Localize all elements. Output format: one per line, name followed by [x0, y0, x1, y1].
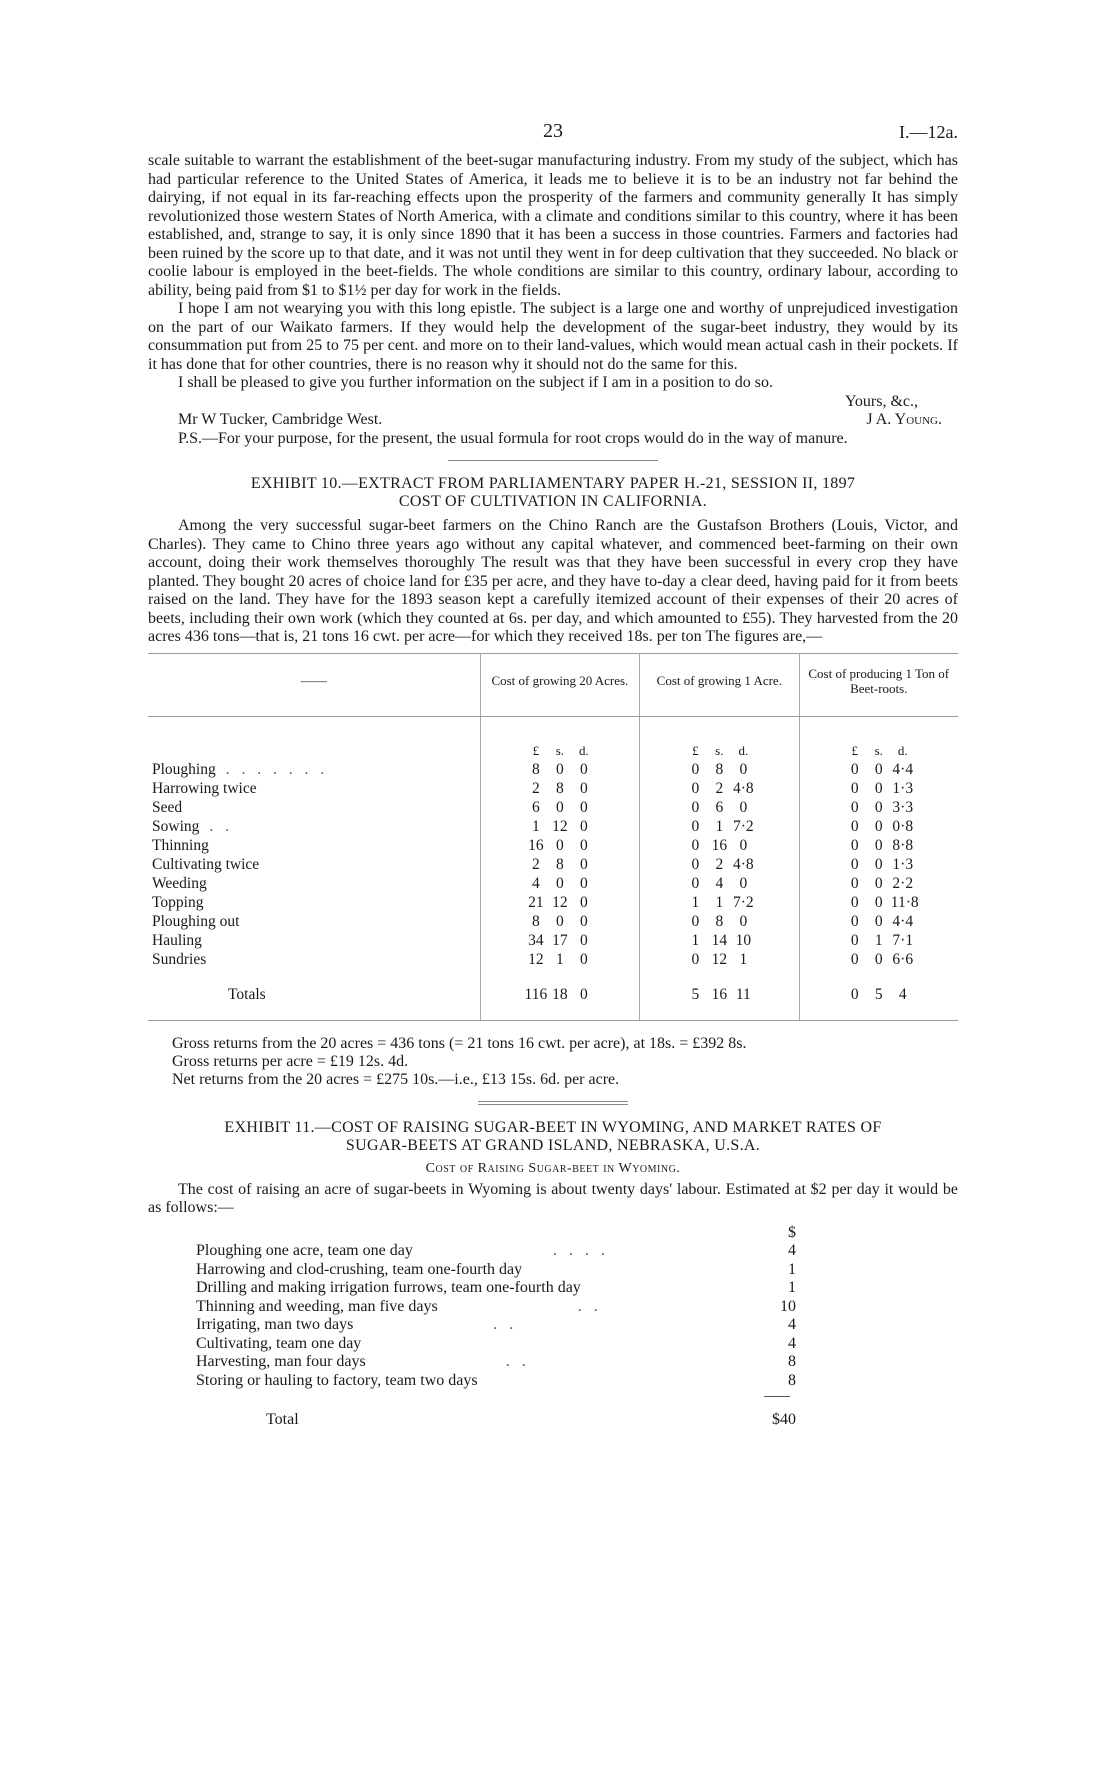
total-per-ton: 0 [850, 985, 859, 1003]
row-label: Ploughing [152, 760, 216, 778]
item-label: Thinning and weeding, man five days [196, 1297, 438, 1315]
list-item [196, 1353, 796, 1372]
cost-20-acres: 0 [556, 836, 564, 854]
row-label: Ploughing out [152, 912, 240, 930]
cost-1-acre: 0 [691, 836, 700, 854]
cost-1-acre: 0 [691, 874, 700, 892]
cost-1-acre: 14 [711, 931, 728, 949]
exhibit-title-line: EXHIBIT 11.—COST OF RAISING SUGAR-BEET IN WYOMING, AND MARKET RATES OF [224, 1118, 882, 1136]
cost-per-ton: 0 [850, 760, 859, 778]
returns-summary [172, 1035, 958, 1089]
item-label: Harrowing and clod-crushing, team one-fourth day [196, 1260, 523, 1278]
cost-20-acres: 8 [532, 760, 540, 778]
cost-20-acres: 12 [552, 893, 568, 911]
row-label: Sundries [152, 950, 207, 968]
cost-per-ton: 2·2 [892, 874, 914, 892]
returns-line: Gross returns from the 20 acres = 436 tons (= 21 tons 16 cwt. per acre), at 18s. = £392 8s. [172, 1034, 747, 1052]
totals-row [148, 969, 958, 1021]
document-reference: I.—12a. [899, 122, 958, 142]
cost-1-acre: 4·8 [732, 855, 754, 873]
leader-dots: . . . . . . . [225, 760, 329, 778]
cost-1-acre: 0 [739, 798, 748, 816]
cost-20-acres: 0 [580, 874, 588, 892]
item-amount: 8 [788, 1371, 796, 1389]
item-amount: 8 [788, 1353, 796, 1370]
item-amount: 1 [788, 1260, 796, 1278]
cost-per-ton: 0 [874, 836, 883, 854]
cost-20-acres: 0 [556, 912, 564, 930]
cost-20-acres: 0 [580, 912, 588, 930]
letter-paragraph: scale suitable to warrant the establishment of the beet-sugar manufacturing industry. From my study of the subject, which has had particular reference to the United States of America, it leads me to believe it is to be an industry not far behind the dairying, if not equal in its far-reaching effects upon the prosperity of the farmers and community generally It has simply revolutionized those western States of North America, with a climate and conditions similar to this country, where it has been established, and, strange to say, it is only since 1890 that it has been a success in those countries. Farmers and factories had been ruined by the score up to that date, and it was not until they went in for deep cultivation that they succeeded. No black or coolie labour is employed in the beet-fields. The whole conditions are similar to this country, ordinary labour, according to ability, being paid from $1 to $1½ per day for work in the fields. [148, 152, 958, 299]
row-label: Topping [152, 893, 204, 911]
cost-per-ton: 3·3 [892, 798, 914, 816]
total-1-acre: 5 [691, 985, 700, 1003]
wyoming-total [196, 1396, 796, 1430]
cost-1-acre: 0 [691, 779, 700, 797]
cost-per-ton: 0 [874, 855, 883, 873]
leader-dots: . . . . [552, 1242, 609, 1259]
total-20-acres: 0 [580, 985, 588, 1003]
unit-pounds: £ [692, 742, 699, 758]
cost-20-acres: 12 [528, 950, 544, 968]
letter-postscript: P.S.—For your purpose, for the present, the usual formula for root crops would do in the way of manure. [178, 429, 848, 447]
cost-1-acre: 16 [711, 836, 728, 854]
item-amount: 4 [788, 1316, 796, 1333]
unit-shillings: s. [874, 742, 883, 758]
table-row [148, 817, 958, 836]
cost-1-acre: 0 [691, 760, 700, 778]
letter-section [148, 152, 958, 448]
cost-per-ton: 1·3 [892, 779, 914, 797]
total-1-acre: 16 [711, 985, 728, 1003]
cost-20-acres: 0 [580, 950, 588, 968]
cost-1-acre: 0 [691, 855, 700, 873]
table-row [148, 874, 958, 893]
cost-per-ton: 1·3 [892, 855, 914, 873]
cost-per-ton: 11·8 [890, 893, 919, 911]
table-row [148, 931, 958, 950]
cost-1-acre: 0 [691, 817, 700, 835]
list-item [196, 1316, 796, 1335]
cost-per-ton: 1 [874, 931, 883, 949]
cost-1-acre: 0 [691, 798, 700, 816]
cost-20-acres: 0 [556, 760, 564, 778]
cost-1-acre: 0 [739, 912, 748, 930]
exhibit-title-line: COST OF CULTIVATION IN CALIFORNIA. [398, 493, 708, 510]
table-row [148, 893, 958, 912]
cost-1-acre: 1 [691, 893, 700, 911]
row-label: Hauling [152, 931, 202, 949]
column-header-1-acre: Cost of growing 1 Acre. [640, 653, 799, 716]
currency-row [196, 1224, 796, 1243]
document-page [148, 120, 958, 1430]
exhibit-title-line: SUGAR-BEETS AT GRAND ISLAND, NEBRASKA, U.S.A. [345, 1136, 761, 1154]
cost-1-acre: 4 [715, 874, 724, 892]
sum-rule [764, 1396, 790, 1397]
list-item [196, 1242, 796, 1261]
cost-20-acres: 4 [532, 874, 540, 892]
cost-table-header [148, 653, 958, 716]
cost-per-ton: 4·4 [892, 760, 914, 778]
list-item [196, 1279, 796, 1298]
unit-pounds: £ [851, 742, 859, 758]
cost-per-ton: 0 [874, 912, 883, 930]
cost-per-ton: 0 [874, 798, 883, 816]
row-label: Cultivating twice [152, 855, 260, 873]
cost-1-acre: 1 [715, 893, 724, 911]
unit-pence: d. [738, 742, 749, 758]
cost-table [148, 653, 958, 1021]
letter-signoff [148, 411, 958, 430]
leader-dots: . . [505, 1353, 530, 1370]
cost-20-acres: 0 [580, 798, 588, 816]
list-item [196, 1298, 796, 1317]
cost-20-acres: 0 [580, 893, 588, 911]
cost-20-acres: 17 [552, 931, 568, 949]
cost-per-ton: 0 [850, 817, 859, 835]
item-label: Drilling and making irrigation furrows, team one-fourth day [196, 1279, 581, 1296]
cost-1-acre: 2 [715, 779, 724, 797]
cost-1-acre: 0 [691, 950, 700, 968]
section-divider [478, 1101, 628, 1105]
cost-20-acres: 8 [556, 779, 564, 797]
cost-1-acre: 0 [739, 760, 748, 778]
cost-1-acre: 0 [739, 874, 748, 892]
item-amount: 4 [788, 1242, 796, 1259]
cost-per-ton: 0 [850, 855, 859, 873]
blank-header: —— [148, 653, 480, 716]
cost-20-acres: 8 [556, 855, 564, 873]
cost-1-acre: 7·2 [732, 817, 754, 835]
table-row [148, 760, 958, 779]
cost-20-acres: 8 [532, 912, 540, 930]
item-label: Ploughing one acre, team one day [196, 1242, 413, 1259]
unit-shillings: s. [715, 742, 724, 758]
cost-20-acres: 16 [528, 836, 544, 854]
table-row [148, 836, 958, 855]
leader-dots: . . [493, 1316, 518, 1333]
leader-dots: . . [209, 817, 233, 835]
cost-per-ton: 0 [874, 874, 883, 892]
returns-line: Net returns from the 20 acres = £275 10s.—i.e., £13 15s. 6d. per acre. [172, 1070, 620, 1088]
exhibit-11-subtitle: Cost of Raising Sugar-beet in Wyoming. [425, 1160, 681, 1176]
unit-pence: d. [897, 742, 908, 758]
item-label: Harvesting, man four days [196, 1353, 366, 1370]
cost-per-ton: 0 [850, 893, 859, 911]
cost-per-ton: 0 [850, 798, 859, 816]
list-item [196, 1335, 796, 1354]
item-amount: 1 [788, 1279, 796, 1296]
table-row [148, 912, 958, 931]
cost-1-acre: 12 [711, 950, 728, 968]
row-label: Harrowing twice [152, 779, 257, 797]
cost-20-acres: 12 [552, 817, 568, 835]
cost-1-acre: 8 [715, 912, 724, 930]
letter-addressee: Mr W Tucker, Cambridge West. [178, 411, 383, 428]
cost-per-ton: 0 [874, 779, 883, 797]
cost-per-ton: 0 [850, 779, 859, 797]
cost-per-ton: 0 [874, 893, 883, 911]
letter-paragraph: I hope I am not wearying you with this long epistle. The subject is a large one and worthy of unprejudiced investigation on the part of our Waikato farmers. If they would help the development of the sugar-beet industry, they would by its consummation put from 25 to 75 per cent. and more on to their land-values, which would mean actual cash in their pockets. If it has done that for other countries, there is no reason why it should not do the same for this. [148, 300, 958, 373]
cost-20-acres: 0 [580, 817, 588, 835]
total-row [196, 1411, 796, 1430]
cost-per-ton: 0 [850, 874, 859, 892]
cost-20-acres: 1 [532, 817, 540, 835]
unit-pounds: £ [532, 742, 540, 758]
exhibit-11-body: The cost of raising an acre of sugar-beets in Wyoming is about twenty days' labour. Estimated at $2 per day it would be as follows:— [148, 1180, 958, 1216]
total-1-acre: 11 [735, 985, 751, 1003]
table-row [148, 855, 958, 874]
total-label: Total [266, 1411, 299, 1428]
cost-per-ton: 0 [874, 760, 883, 778]
column-header-20-acres: Cost of growing 20 Acres. [480, 653, 639, 716]
cost-per-ton: 0 [850, 950, 859, 968]
totals-label: Totals [148, 969, 480, 1021]
total-20-acres: 116 [524, 985, 548, 1003]
unit-shillings: s. [555, 742, 565, 758]
cost-per-ton: 8·8 [892, 836, 914, 854]
page-number: 23 [543, 120, 563, 142]
cost-per-ton: 4·4 [892, 912, 914, 930]
item-label: Cultivating, team one day [196, 1334, 362, 1352]
cost-20-acres: 21 [528, 893, 544, 911]
cost-1-acre: 6 [715, 798, 724, 816]
total-per-ton: 5 [874, 985, 883, 1003]
returns-line: Gross returns per acre = £19 12s. 4d. [172, 1052, 409, 1070]
item-amount: 10 [780, 1297, 796, 1315]
list-item [196, 1261, 796, 1280]
cost-20-acres: 6 [532, 798, 540, 816]
cost-1-acre: 0 [739, 836, 748, 854]
table-row [148, 798, 958, 817]
item-amount: 4 [788, 1334, 796, 1352]
cost-20-acres: 0 [580, 931, 588, 949]
cost-20-acres: 0 [580, 855, 588, 873]
total-amount: $40 [772, 1411, 796, 1428]
cost-1-acre: 1 [691, 931, 700, 949]
total-20-acres: 18 [552, 985, 568, 1003]
cost-1-acre: 0 [691, 912, 700, 930]
cost-per-ton: 0 [874, 817, 883, 835]
cost-per-ton: 6·6 [892, 950, 914, 968]
cost-20-acres: 2 [532, 779, 540, 797]
section-divider [448, 460, 658, 461]
page-header [148, 120, 958, 152]
cost-1-acre: 1 [715, 817, 724, 835]
cost-1-acre: 8 [715, 760, 724, 778]
cost-per-ton: 7·1 [892, 931, 914, 949]
cost-20-acres: 0 [580, 779, 588, 797]
exhibit-10 [148, 475, 958, 1089]
cost-per-ton: 0 [850, 836, 859, 854]
cost-1-acre: 4·8 [732, 779, 754, 797]
letter-signature: J A. Young. [866, 411, 942, 428]
cost-20-acres: 34 [528, 931, 544, 949]
cost-per-ton: 0 [850, 931, 859, 949]
unit-pence: d. [579, 742, 589, 758]
currency-symbol: $ [788, 1223, 796, 1241]
letter-paragraph: I shall be pleased to give you further information on the subject if I am in a position to do so. [178, 374, 773, 391]
exhibit-title-line: EXHIBIT 10.—EXTRACT FROM PARLIAMENTARY PAPER H.-21, SESSION II, 1897 [250, 475, 856, 492]
exhibit-11-title [148, 1119, 958, 1155]
cost-1-acre: 10 [735, 931, 752, 949]
cost-20-acres: 1 [556, 950, 564, 968]
exhibit-10-body: Among the very successful sugar-beet farmers on the Chino Ranch are the Gustafson Brothers (Louis, Victor, and Charles). They came to Chino three years ago without any capital whatever, and commenced beet-farming on their own account, doing their work themselves thoroughly The result was that they have been successful in every crop they have planted. They bought 20 acres of choice land for £35 per acre, and they have to-day a clear deed, having paid for it from beets raised on the land. They have for the 1893 season kept a carefully itemized account of their expenses of their 20 acres of beets, including their own work (which they counted at 6s. per day, and which amounted to £55). They harvested from the 20 acres 436 tons—that is, 21 tons 16 cwt. per acre—for which they received 18s. per ton The figures are,— [148, 517, 958, 645]
cost-1-acre: 1 [739, 950, 748, 968]
cost-20-acres: 0 [580, 760, 588, 778]
item-label: Storing or hauling to factory, team two days [196, 1371, 478, 1389]
cost-20-acres: 0 [556, 874, 564, 892]
cost-per-ton: 0·8 [892, 817, 914, 835]
cost-20-acres: 0 [556, 798, 564, 816]
row-label: Thinning [152, 836, 209, 854]
units-row [148, 716, 958, 760]
cost-per-ton: 0 [850, 912, 859, 930]
list-item [196, 1372, 796, 1391]
total-per-ton: 4 [898, 985, 907, 1003]
cost-20-acres: 2 [532, 855, 540, 873]
cost-1-acre: 7·2 [732, 893, 754, 911]
item-label: Irrigating, man two days [196, 1316, 354, 1333]
exhibit-11 [148, 1119, 958, 1430]
table-row [148, 950, 958, 969]
cost-per-ton: 0 [874, 950, 883, 968]
column-header-per-ton: Cost of producing 1 Ton of Beet-roots. [799, 653, 958, 716]
row-label: Seed [152, 798, 183, 816]
cost-1-acre: 2 [715, 855, 724, 873]
row-label: Weeding [152, 874, 207, 892]
exhibit-10-title [148, 475, 958, 511]
leader-dots: . . [577, 1297, 602, 1315]
row-label: Sowing [152, 817, 200, 835]
cost-20-acres: 0 [580, 836, 588, 854]
table-row [148, 779, 958, 798]
letter-closing: Yours, &c., [844, 392, 918, 410]
wyoming-cost-list [196, 1224, 796, 1391]
